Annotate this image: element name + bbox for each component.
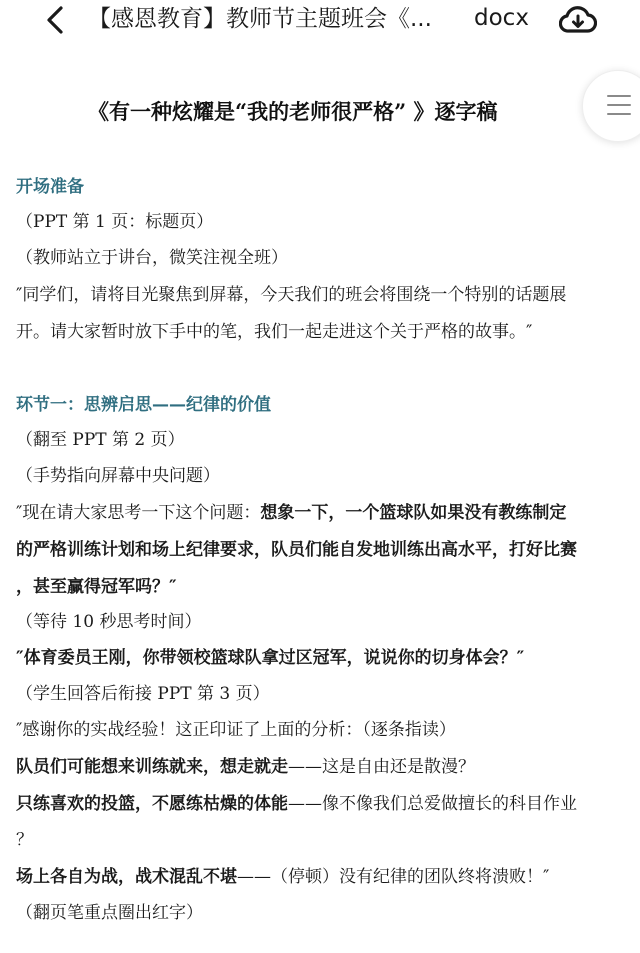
emphasized-text: 想象一下，一个篮球队如果没有教练制定	[260, 503, 567, 523]
emphasized-text: 队员们可能想来训练就来，想走就走	[16, 757, 288, 777]
paragraph-line: ″现在请大家思考一下这个问题：想象一下，一个篮球队如果没有教练制定	[16, 503, 567, 523]
top-bar	[0, 0, 640, 40]
paragraph-line: 场上各自为战，战术混乱不堪——（停顿）没有纪律的团队终将溃败！″	[16, 867, 550, 887]
paragraph-line: （翻页笔重点圈出红字）	[16, 903, 203, 923]
paragraph-line: （教师站立于讲台，微笑注视全班）	[16, 248, 288, 268]
file-extension: docx	[474, 5, 529, 31]
cloud-download-icon	[559, 4, 597, 36]
paragraph-line: 队员们可能想来训练就来，想走就走——这是自由还是散漫？	[16, 757, 475, 777]
paragraph-line: ″同学们，请将目光聚焦到屏幕，今天我们的班会将围绕一个特别的话题展	[16, 285, 567, 305]
section-title: 环节一：思辨启思——纪律的价值	[16, 395, 271, 415]
paragraph-line: （等待 10 秒思考时间）	[16, 612, 202, 632]
back-chevron-icon	[45, 5, 65, 35]
paragraph-line: ，甚至赢得冠军吗？″	[16, 577, 177, 597]
paragraph-line: 的严格训练计划和场上纪律要求，队员们能自发地训练出高水平，打好比赛	[16, 540, 577, 560]
document-title: 【感恩教育】教师节主题班会《...	[88, 6, 432, 32]
document-heading: 《有一种炫耀是“我的老师很严格” 》逐字稿	[88, 99, 498, 124]
paragraph-line: （学生回答后衔接 PPT 第 3 页）	[16, 684, 270, 704]
cloud-download-button[interactable]	[558, 2, 598, 38]
outline-menu-button[interactable]	[582, 70, 640, 142]
paragraph-line: （手势指向屏幕中央问题）	[16, 466, 220, 486]
menu-lines-icon	[607, 95, 631, 117]
section-title: 开场准备	[16, 177, 84, 197]
paragraph-line: （翻至 PPT 第 2 页）	[16, 430, 185, 450]
paragraph-line: ″感谢你的实战经验！这正印证了上面的分析：（逐条指读）	[16, 720, 456, 740]
paragraph-line: 只练喜欢的投篮，不愿练枯燥的体能——像不像我们总爱做擅长的科目作业	[16, 794, 577, 814]
back-button[interactable]	[40, 3, 70, 37]
emphasized-text: 只练喜欢的投篮，不愿练枯燥的体能	[16, 794, 288, 814]
paragraph-line: （PPT 第 1 页：标题页）	[16, 212, 214, 232]
paragraph-line: ″体育委员王刚，你带领校篮球队拿过区冠军，说说你的切身体会？″	[16, 648, 525, 668]
paragraph-line: ？	[16, 830, 33, 850]
paragraph-line: 开。请大家暂时放下手中的笔，我们一起走进这个关于严格的故事。″	[16, 322, 533, 342]
emphasized-text: 场上各自为战，战术混乱不堪	[16, 867, 237, 887]
